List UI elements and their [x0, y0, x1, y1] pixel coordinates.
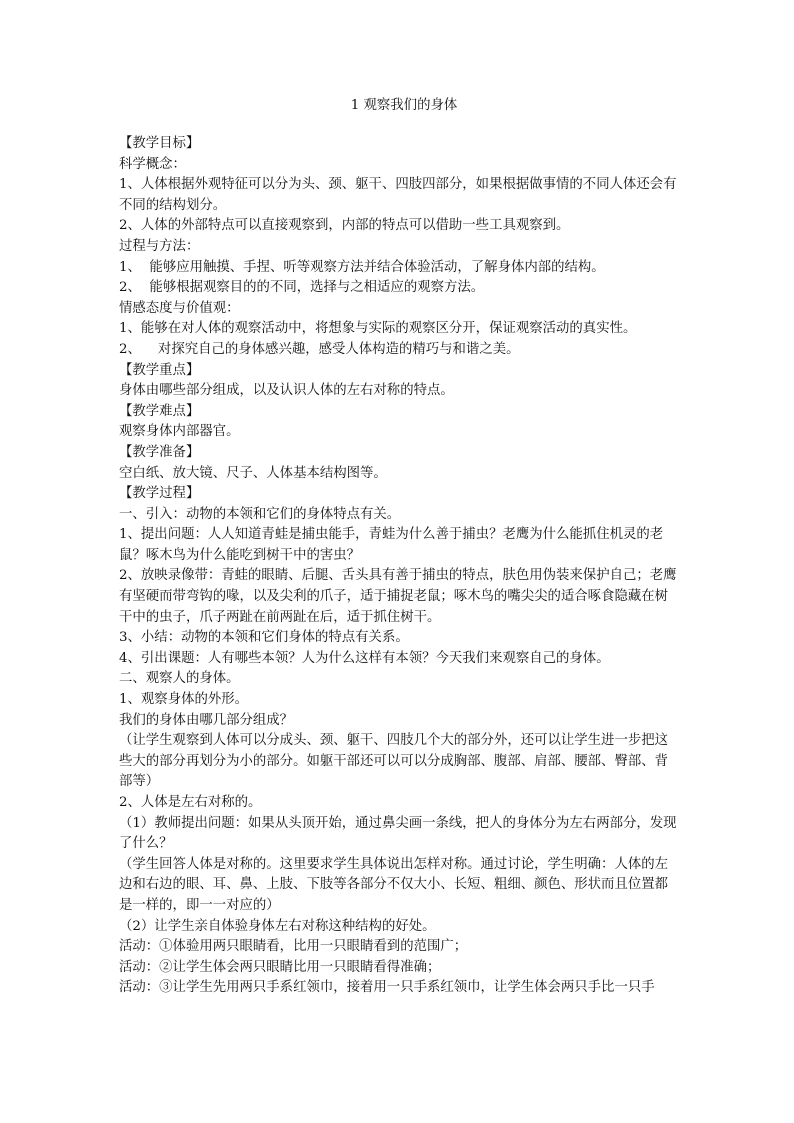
paragraph: 1、 能够应用触摸、手捏、听等观察方法并结合体验活动，了解身体内部的结构。 [119, 259, 605, 275]
paragraph: 1、观察身体的外形。 [119, 692, 249, 708]
paragraph: 身体由哪些部分组成，以及认识人体的左右对称的特点。 [119, 383, 454, 399]
paragraph: 活动：③让学生先用两只手系红领巾，接着用一只手系红领巾，让学生体会两只手比一只手 [119, 980, 655, 996]
paragraph: 二、观察人的身体。 [119, 671, 240, 687]
paragraph: 一、引入：动物的本领和它们的身体特点有关。 [119, 506, 401, 522]
paragraph: 1、提出问题：人人知道青蛙是捕虫能手，青蛙为什么善于捕虫？老鹰为什么能抓住机灵的老鼠？啄木鸟为什么能吃到树干中的害虫？ [119, 527, 664, 563]
paragraph: 2、人体的外部特点可以直接观察到，内部的特点可以借助一些工具观察到。 [119, 218, 570, 234]
paragraph: 科学概念： [119, 156, 186, 172]
paragraph: 2、 能够根据观察目的的不同，选择与之相适应的观察方法。 [119, 280, 485, 296]
paragraph: 2、 对探究自己的身体感兴趣，感受人体构造的精巧与和谐之美。 [119, 341, 520, 357]
paragraph: 情感态度与价值观： [119, 300, 240, 316]
paragraph: 【教学过程】 [119, 486, 200, 502]
paragraph: 【教学难点】 [119, 403, 200, 419]
paragraph: 观察身体内部器官。 [119, 424, 240, 440]
paragraph: （1）教师提出问题：如果从头顶开始，通过鼻尖画一条线，把人的身体分为左右两部分，发现了什么？ [119, 815, 677, 852]
document-title: 1 观察我们的身体 [350, 98, 458, 113]
paragraph: 3、小结：动物的本领和它们身体的特点有关系。 [119, 630, 409, 646]
document-body [119, 134, 679, 999]
paragraph: （让学生观察到人体可以分成头、颈、躯干、四肢几个大的部分外，还可以让学生进一步把这些大的部分再划分为小的部分。如躯干部还可以可以分成胸部、腹部、肩部、腰部、臀部、背部等） [119, 733, 669, 790]
paragraph: 活动：②让学生体会两只眼睛比用一只眼睛看得准确； [119, 959, 441, 975]
paragraph: 【教学目标】 [119, 136, 200, 151]
paragraph: 活动：①体验用两只眼睛看，比用一只眼睛看到的范围广； [119, 939, 468, 955]
paragraph: 过程与方法： [119, 238, 200, 254]
paragraph: 1、人体根据外观特征可以分为头、颈、躯干、四肢四部分，如果根据做事情的不同人体还会有不同的结构划分。 [119, 177, 677, 213]
paragraph: （学生回答人体是对称的。这里要求学生具体说出怎样对称。通过讨论，学生明确：人体的左边和右边的眼、耳、鼻、上肢、下肢等各部分不仅大小、长短、粗细、颜色、形状而且位置都是一样的，即一一对应的） [119, 856, 669, 913]
paragraph: 【教学重点】 [119, 362, 200, 378]
document-page [119, 96, 679, 999]
paragraph: 2、放映录像带：青蛙的眼睛、后腿、舌头具有善于捕虫的特点，肤色用伪装来保护自己；老鹰有坚硬而带弯钩的喙，以及尖利的爪子，适于捕捉老鼠；啄木鸟的嘴尖尖的适合啄食隐藏在树干中的虫子，爪子两趾在前两趾在后，适于抓住树干。 [119, 568, 677, 625]
paragraph: 2、人体是左右对称的。 [119, 795, 262, 810]
paragraph: 【教学准备】 [119, 444, 200, 460]
paragraph: 空白纸、放大镜、尺子、人体基本结构图等。 [119, 465, 387, 481]
paragraph: 4、引出课题：人有哪些本领？人为什么这样有本领？今天我们来观察自己的身体。 [119, 650, 610, 666]
paragraph: 1、能够在对人体的观察活动中，将想象与实际的观察区分开，保证观察活动的真实性。 [119, 321, 637, 337]
paragraph: （2）让学生亲自体验身体左右对称这种结构的好处。 [119, 918, 436, 934]
paragraph: 我们的身体由哪几部分组成？ [119, 712, 294, 728]
